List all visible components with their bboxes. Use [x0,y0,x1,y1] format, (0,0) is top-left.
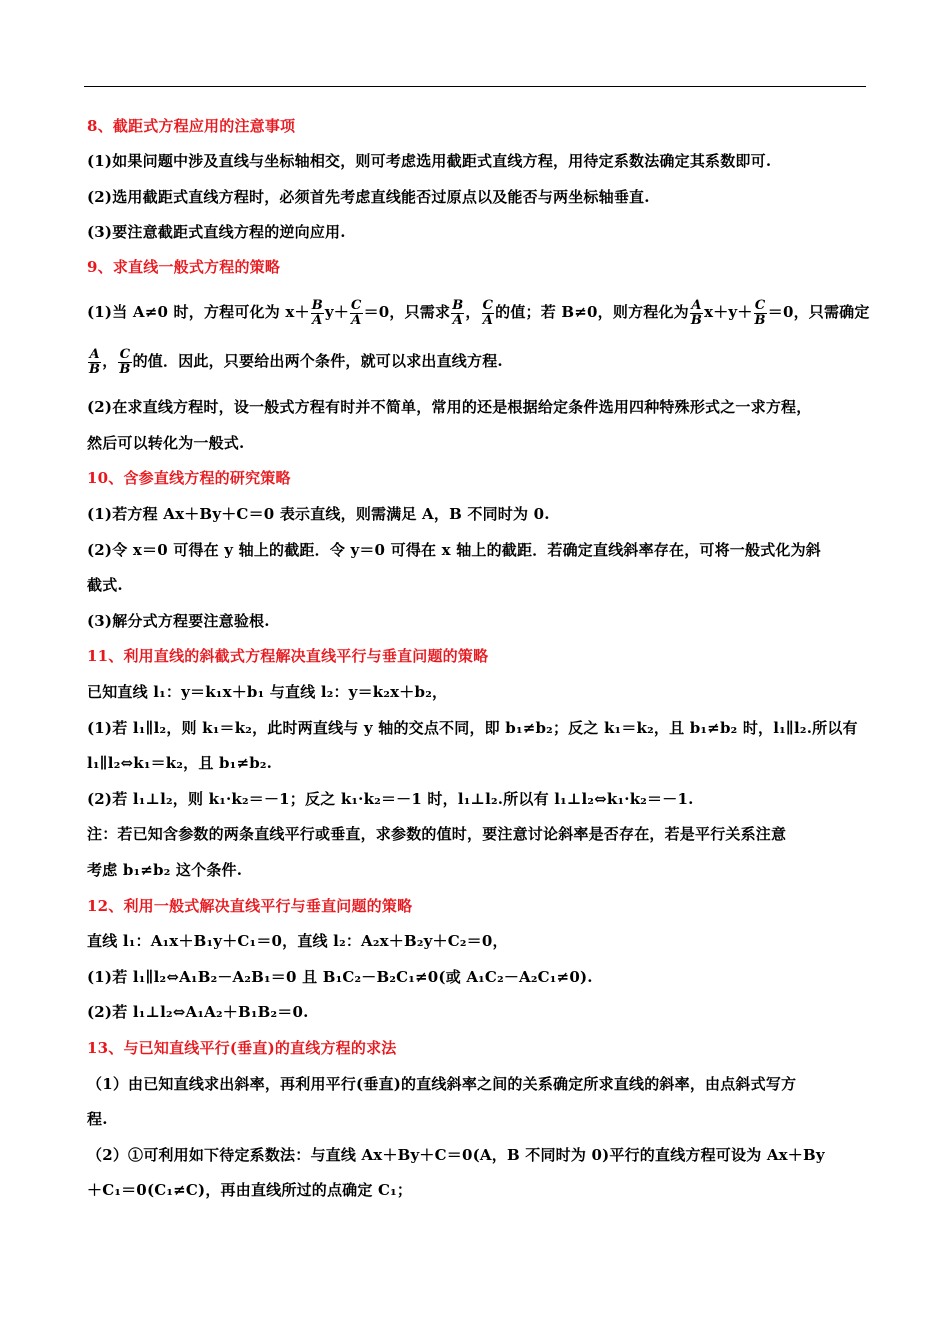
s10-paragraph-3: (3)解分式方程要注意验根. [87,612,270,630]
s11-note-line-1: 注：若已知含参数的两条直线平行或垂直，求参数的值时，要注意讨论斜率是否存在，若是平行关系注意 [87,825,787,843]
fraction-c-over-b: $\frac{C}{B}$ [119,346,131,377]
fraction-a-over-b: $\frac{A}{B}$ [89,346,101,377]
s8-paragraph-2: (2)选用截距式直线方程时，必须首先考虑直线能否过原点以及能否与两坐标轴垂直. [87,188,650,206]
s11-paragraph-1-line-1: (1)若 l₁∥l₂，则 k₁＝k₂，此时两直线与 y 轴的交点不同，即 b₁≠b₂；反之 k₁＝k₂，且 b₁≠b₂ 时，l₁∥l₂.所以有 [87,719,858,737]
s8-paragraph-3: (3)要注意截距式直线方程的逆向应用. [87,223,346,241]
header-rule [84,86,866,87]
s11-paragraph-1-line-2: l₁∥l₂⇔k₁＝k₂，且 b₁≠b₂. [87,754,273,772]
s10-paragraph-2-line-2: 截式. [87,576,123,594]
section-11-heading: 11、利用直线的斜截式方程解决直线平行与垂直问题的策略 [87,647,489,665]
s9-text: (1)当 A≠0 时，方程可化为 x＋ [87,303,310,321]
section-13-heading: 13、与已知直线平行(垂直)的直线方程的求法 [87,1039,397,1057]
s12-paragraph-1: (1)若 l₁∥l₂⇔A₁B₂－A₂B₁＝0 且 B₁C₂－B₂C₁≠0(或 A₁C₂－A₂C₁≠0). [87,968,593,986]
s10-paragraph-2-line-1: (2)令 x＝0 可得在 y 轴上的截距．令 y＝0 可得在 x 轴上的截距．若确定直线斜率存在，可将一般式化为斜 [87,541,822,559]
section-10-heading: 10、含参直线方程的研究策略 [87,469,291,487]
s8-paragraph-1: (1)如果问题中涉及直线与坐标轴相交，则可考虑选用截距式直线方程，用待定系数法确定其系数即可. [87,152,772,170]
fraction-b-over-a: $\frac{B}{A}$ [311,297,323,328]
s13-paragraph-2-line-1: （2）①可利用如下待定系数法：与直线 Ax＋By＋C＝0(A，B 不同时为 0)平行的直线方程可设为 Ax＋By [87,1146,825,1164]
fraction-c-over-b: $\frac{C}{B}$ [754,297,766,328]
s11-paragraph-0: 已知直线 l₁：y＝k₁x＋b₁ 与直线 l₂：y＝k₂x＋b₂， [87,683,448,701]
s10-paragraph-1: (1)若方程 Ax＋By＋C＝0 表示直线，则需满足 A，B 不同时为 0. [87,505,550,523]
s13-paragraph-1-line-1: （1）由已知直线求出斜率，再利用平行(垂直)的直线斜率之间的关系确定所求直线的斜率，由点斜式写方 [87,1075,797,1093]
s13-paragraph-1-line-2: 程. [87,1110,108,1128]
fraction-c-over-a: $\frac{C}{A}$ [351,297,362,328]
fraction-c-over-a: $\frac{C}{A}$ [482,297,494,328]
s13-paragraph-2-line-2: ＋C₁＝0(C₁≠C)，再由直线所过的点确定 C₁； [87,1181,413,1199]
s9-paragraph-1-line-1: (1)当 A≠0 时，方程可化为 x＋ $\frac{B}{A}$ y＋ $\frac{C}{A}$ ＝0，只需求 $\frac{B}{A}$ ， $\frac{C}{A}$ 的值；若 B≠0，则方程化为 $\frac{A}{B}$ x＋y＋ $\frac{C}{B}$ ＝0，只需确定 [87,297,870,328]
s11-note-line-2: 考虑 b₁≠b₂ 这个条件. [87,861,243,879]
s9-paragraph-2-line-1: (2)在求直线方程时，设一般式方程有时并不简单，常用的还是根据给定条件选用四种特殊形式之一求方程， [87,398,812,416]
fraction-b-over-a: $\frac{B}{A}$ [452,297,464,328]
s12-paragraph-0: 直线 l₁：A₁x＋B₁y＋C₁＝0，直线 l₂：A₂x＋B₂y＋C₂＝0， [87,932,508,950]
s11-paragraph-2: (2)若 l₁⊥l₂，则 k₁·k₂＝－1；反之 k₁·k₂＝－1 时，l₁⊥l₂.所以有 l₁⊥l₂⇔k₁·k₂＝－1. [87,790,694,808]
fraction-a-over-b: $\frac{A}{B}$ [690,297,703,328]
section-8-heading: 8、截距式方程应用的注意事项 [87,117,296,135]
section-9-heading: 9、求直线一般式方程的策略 [87,258,281,276]
s9-paragraph-1-line-2: $\frac{A}{B}$ ， $\frac{C}{B}$ 的值．因此，只要给出两个条件，就可以求出直线方程. [89,346,503,377]
s9-paragraph-2-line-2: 然后可以转化为一般式. [87,434,245,452]
section-12-heading: 12、利用一般式解决直线平行与垂直问题的策略 [87,897,413,915]
s12-paragraph-2: (2)若 l₁⊥l₂⇔A₁A₂＋B₁B₂＝0. [87,1003,309,1021]
